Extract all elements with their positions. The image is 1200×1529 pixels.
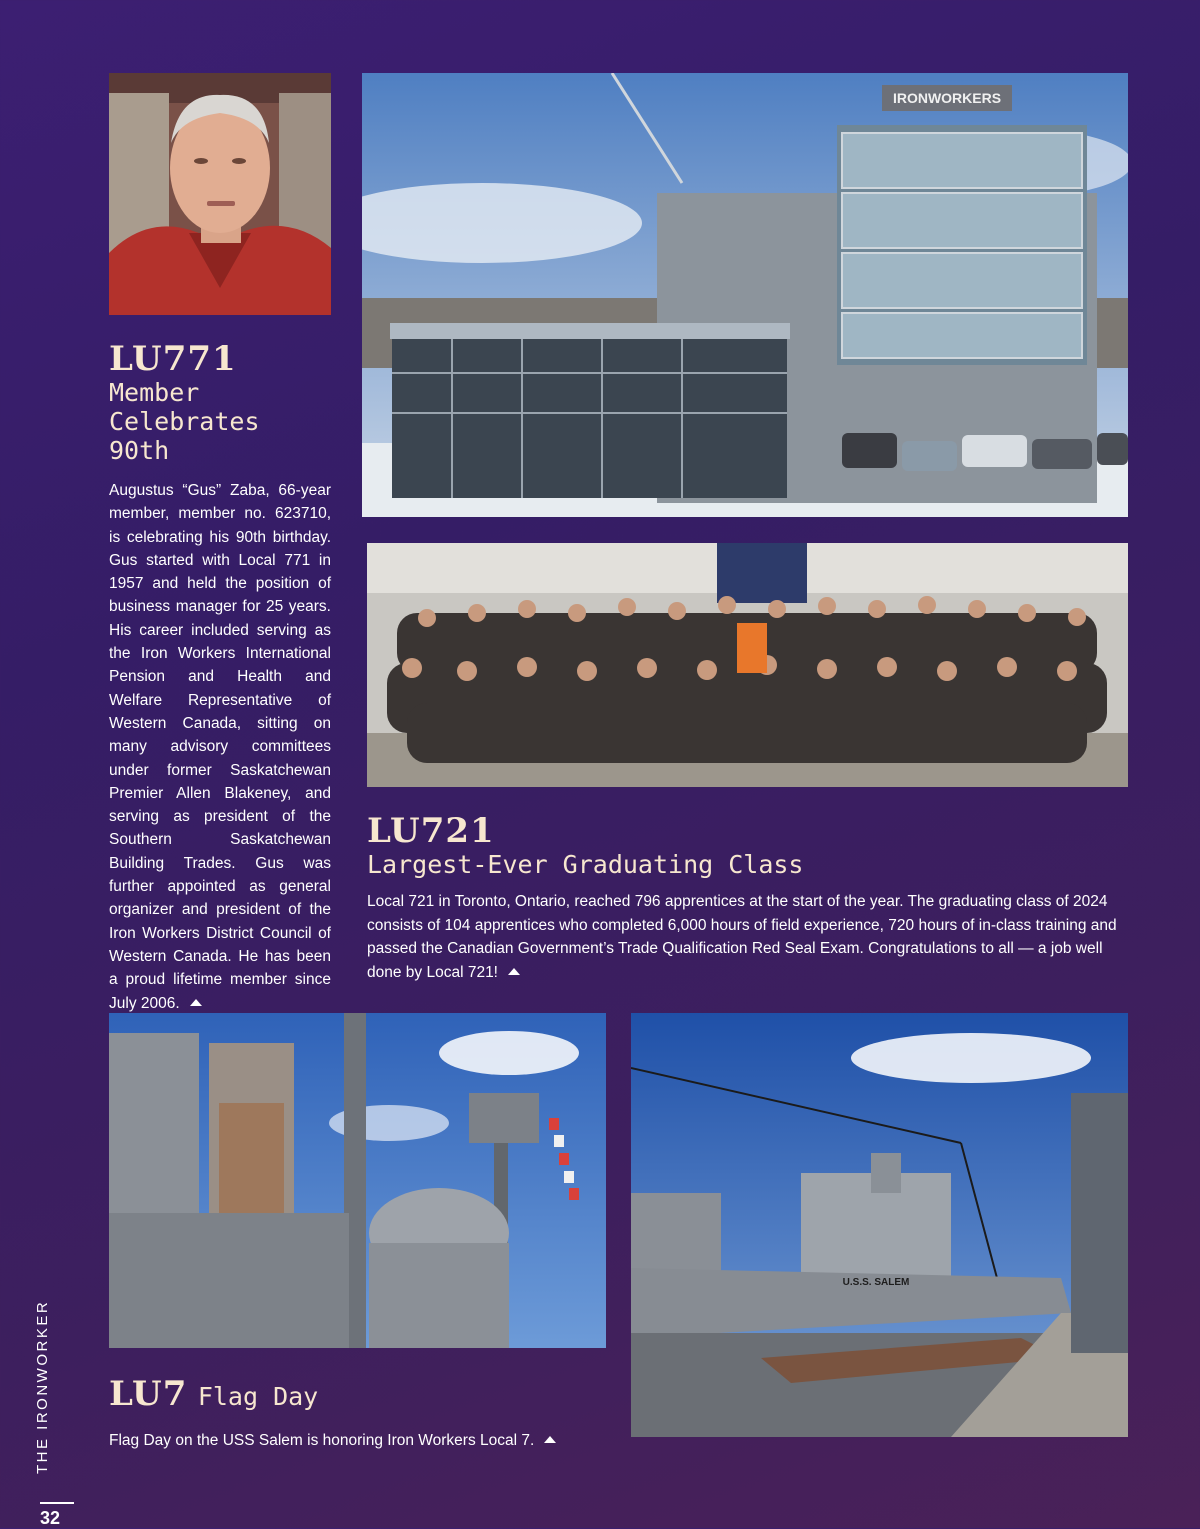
lu721-body <box>367 890 1128 984</box>
end-mark-icon <box>508 968 520 975</box>
end-mark-icon <box>544 1436 556 1443</box>
lu771-heading: LU771 <box>109 339 237 379</box>
page-number: 32 <box>40 1508 61 1528</box>
gus-zaba-portrait-photo <box>109 73 331 315</box>
publication-name: THE IRONWORKER <box>34 1299 51 1474</box>
lu721-subheading: Largest-Ever Graduating Class <box>367 850 804 879</box>
lu771-body <box>109 479 331 1015</box>
lu771-article <box>109 340 331 1015</box>
lu7-body-text: Flag Day on the USS Salem is honoring Iron Workers Local 7. <box>109 1432 535 1449</box>
ship-hull-label: U.S.S. SALEM <box>842 1277 910 1288</box>
lu7-article <box>109 1374 609 1452</box>
lu771-body-text: Augustus “Gus” Zaba, 66-year member, member no. 623710, is celebrating his 90th birthday. Gus started with Local 771 in 1957 and held the position of business manager for 25 years. His career included serving as the Iron Workers International Pension and Health and Welfare Representative of Western Canada, sitting on many advisory committees under former Saskatchewan Premier Allen Blakeney, and serving as president of the Southern Saskatchewan Building Trades. Gus was further appointed as general organizer and president of the Iron Workers District Council of Western Canada. He has been a proud lifetime member since July 2006. <box>109 482 331 1012</box>
lu721-body-text: Local 721 in Toronto, Ontario, reached 796 apprentices at the start of the year. The graduating class of 2024 consists of 104 apprentices who completed 6,000 hours of field experience, 720 hours of in-class training and passed the Canadian Government’s Trade Qualification Red Seal Exam. Congratulations to all — a job well done by Local 721! <box>367 893 1117 981</box>
lu7-subheading: Flag Day <box>197 1382 319 1411</box>
lu7-heading: LU7 <box>109 1374 188 1414</box>
training-centre-building-photo <box>362 73 1128 517</box>
lu7-body <box>109 1429 609 1452</box>
lu771-subheading-line1: Member <box>109 378 200 407</box>
page-number-rule <box>40 1502 74 1504</box>
lu721-article <box>367 812 1128 984</box>
lu771-subheading-line2: Celebrates 90th <box>109 407 260 465</box>
uss-salem-masts-photo <box>109 1013 606 1348</box>
lu721-heading: LU721 <box>367 811 495 851</box>
graduating-class-group-photo <box>367 543 1128 787</box>
building-sign-text: IRONWORKERS <box>892 90 1002 106</box>
lu7-heading-row <box>109 1374 609 1421</box>
end-mark-icon <box>190 999 202 1006</box>
uss-salem-dock-photo <box>631 1013 1128 1437</box>
